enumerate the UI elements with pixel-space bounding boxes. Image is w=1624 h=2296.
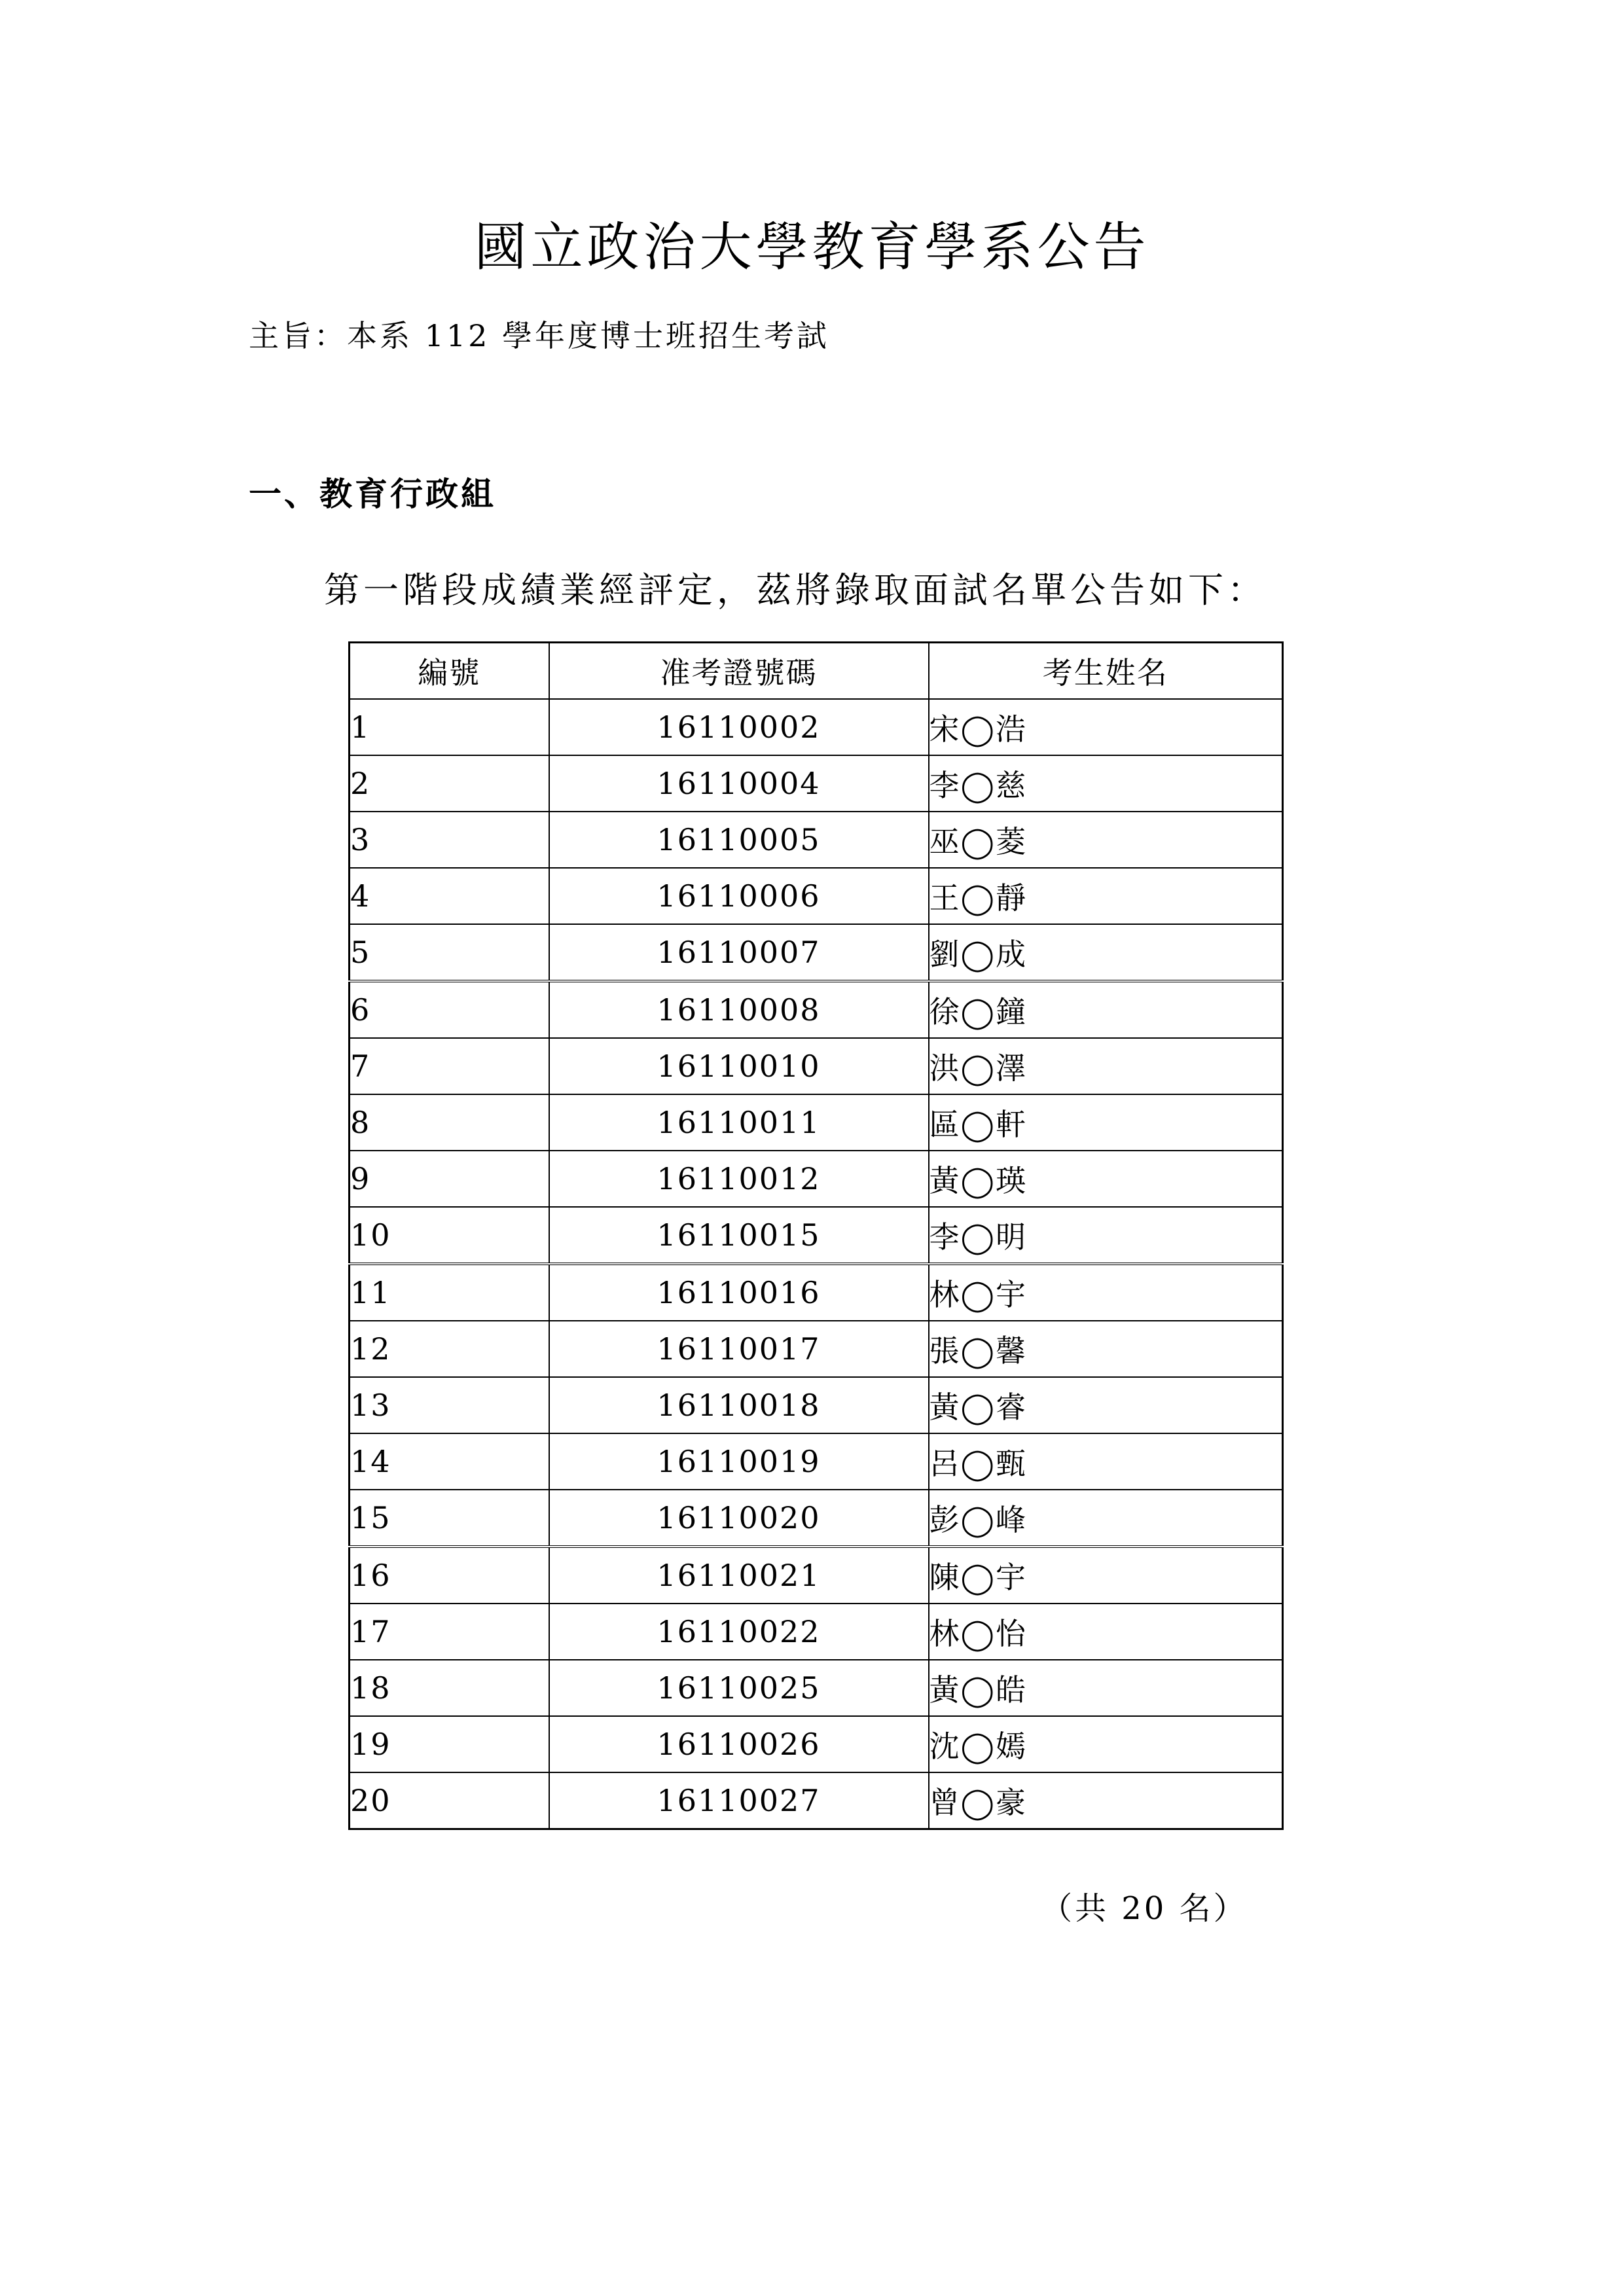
exam-id-cell: 16110027 [549, 1772, 929, 1829]
table-row [350, 1604, 1283, 1660]
candidate-name-cell: 林◯怡 [929, 1604, 1283, 1660]
candidate-name-cell: 沈◯嫣 [929, 1716, 1283, 1772]
row-number: 20 [350, 1772, 549, 1829]
candidate-name-cell: 李◯明 [929, 1207, 1283, 1264]
table-row [350, 812, 1283, 868]
row-number: 2 [350, 755, 549, 812]
candidate-name-cell: 彭◯峰 [929, 1490, 1283, 1547]
table-header-row [350, 643, 1283, 700]
table-row [350, 981, 1283, 1038]
row-number: 16 [350, 1547, 549, 1604]
row-number: 9 [350, 1151, 549, 1207]
header-number: 編號 [350, 643, 549, 700]
exam-id-cell: 16110005 [549, 812, 929, 868]
table-row [350, 1377, 1283, 1433]
candidate-name-cell: 宋◯浩 [929, 699, 1283, 755]
exam-id-cell: 16110012 [549, 1151, 929, 1207]
table-row [350, 699, 1283, 755]
table-body [350, 699, 1283, 1829]
row-number: 14 [350, 1433, 549, 1490]
table-row [350, 1264, 1283, 1321]
exam-id-cell: 16110008 [549, 981, 929, 1038]
exam-id-cell: 16110022 [549, 1604, 929, 1660]
row-number: 5 [350, 924, 549, 981]
table-row [350, 924, 1283, 981]
exam-id-cell: 16110018 [549, 1377, 929, 1433]
header-exam-id: 准考證號碼 [549, 643, 929, 700]
table-row [350, 1321, 1283, 1377]
candidate-name-cell: 劉◯成 [929, 924, 1283, 981]
section-heading: 一、教育行政組 [249, 475, 496, 513]
exam-id-cell: 16110006 [549, 868, 929, 924]
row-number: 12 [350, 1321, 549, 1377]
row-number: 15 [350, 1490, 549, 1547]
candidate-name-cell: 林◯宇 [929, 1264, 1283, 1321]
exam-id-cell: 16110016 [549, 1264, 929, 1321]
exam-id-cell: 16110010 [549, 1038, 929, 1094]
row-number: 13 [350, 1377, 549, 1433]
row-number: 4 [350, 868, 549, 924]
exam-id-cell: 16110019 [549, 1433, 929, 1490]
candidate-name-cell: 巫◯菱 [929, 812, 1283, 868]
candidate-name-cell: 區◯軒 [929, 1094, 1283, 1151]
intro-paragraph: 第一階段成績業經評定，茲將錄取面試名單公告如下： [324, 569, 1267, 611]
total-count-note: （共 20 名） [1041, 1890, 1248, 1927]
page-title: 國立政治大學教育學系公告 [474, 217, 1150, 278]
interview-list-table [348, 641, 1284, 1830]
exam-id-cell: 16110002 [549, 699, 929, 755]
exam-id-cell: 16110017 [549, 1321, 929, 1377]
candidate-name-cell: 徐◯鐘 [929, 981, 1283, 1038]
table-row [350, 1490, 1283, 1547]
candidate-name-cell: 呂◯甄 [929, 1433, 1283, 1490]
row-number: 10 [350, 1207, 549, 1264]
table-row [350, 1038, 1283, 1094]
row-number: 3 [350, 812, 549, 868]
table-row [350, 868, 1283, 924]
header-candidate-name: 考生姓名 [929, 643, 1283, 700]
table-row [350, 1716, 1283, 1772]
candidate-name-cell: 李◯慈 [929, 755, 1283, 812]
table-row [350, 1547, 1283, 1604]
row-number: 18 [350, 1660, 549, 1716]
exam-id-cell: 16110026 [549, 1716, 929, 1772]
candidate-name-cell: 陳◯宇 [929, 1547, 1283, 1604]
table-row [350, 1207, 1283, 1264]
exam-id-cell: 16110020 [549, 1490, 929, 1547]
candidate-name-cell: 洪◯澤 [929, 1038, 1283, 1094]
candidate-name-cell: 張◯馨 [929, 1321, 1283, 1377]
table-row [350, 1772, 1283, 1829]
subject-line: 主旨：本系 112 學年度博士班招生考試 [249, 318, 830, 353]
exam-id-cell: 16110007 [549, 924, 929, 981]
table-row [350, 1094, 1283, 1151]
table-row [350, 755, 1283, 812]
table-row [350, 1660, 1283, 1716]
table-row [350, 1433, 1283, 1490]
row-number: 8 [350, 1094, 549, 1151]
row-number: 1 [350, 699, 549, 755]
row-number: 7 [350, 1038, 549, 1094]
table-row [350, 1151, 1283, 1207]
exam-id-cell: 16110004 [549, 755, 929, 812]
exam-id-cell: 16110015 [549, 1207, 929, 1264]
exam-id-cell: 16110025 [549, 1660, 929, 1716]
candidate-name-cell: 黃◯皓 [929, 1660, 1283, 1716]
exam-id-cell: 16110021 [549, 1547, 929, 1604]
candidate-name-cell: 曾◯豪 [929, 1772, 1283, 1829]
exam-id-cell: 16110011 [549, 1094, 929, 1151]
candidate-name-cell: 黃◯瑛 [929, 1151, 1283, 1207]
row-number: 17 [350, 1604, 549, 1660]
candidate-name-cell: 黃◯睿 [929, 1377, 1283, 1433]
row-number: 19 [350, 1716, 549, 1772]
row-number: 11 [350, 1264, 549, 1321]
candidate-name-cell: 王◯靜 [929, 868, 1283, 924]
row-number: 6 [350, 981, 549, 1038]
